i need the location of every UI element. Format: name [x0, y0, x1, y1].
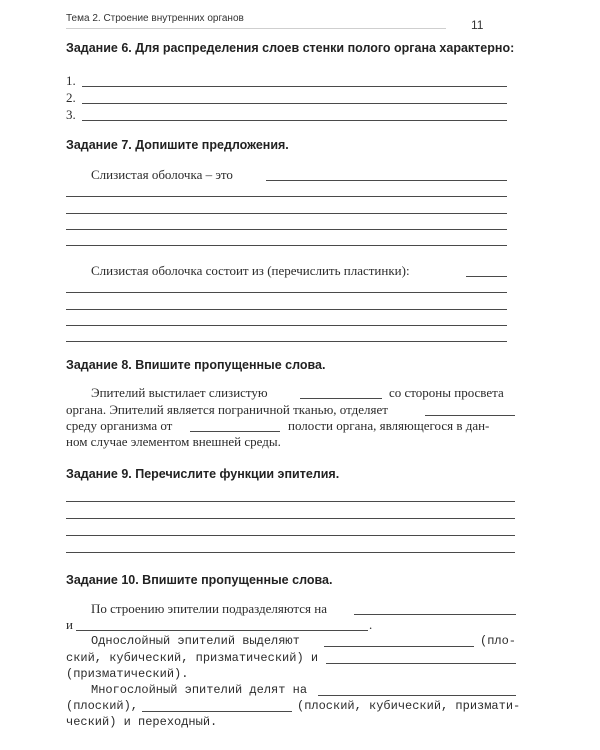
task6-title: Задание 6. Для распределения слоев стенки полого органа характерно: — [66, 41, 515, 55]
task7-answer-line-7[interactable] — [66, 292, 507, 293]
task8-line-3a: среду организма от — [66, 418, 173, 433]
task8-title: Задание 8. Впишите пропущенные слова. — [66, 358, 326, 372]
task7-answer-line-8[interactable] — [66, 309, 507, 310]
task10-line-7a: (плоский), — [66, 699, 139, 713]
task10-blank-4[interactable] — [326, 663, 516, 664]
task10-line-5: (призматический). — [66, 667, 189, 681]
task8-line-1a: Эпителий выстилает слизистую — [91, 385, 268, 400]
task7-sentence-2: Слизистая оболочка состоит из (перечислить пластинки): — [91, 263, 410, 278]
task6-answer-line-1[interactable] — [82, 86, 507, 87]
task10-line-3a: Однослойный эпителий выделяют — [91, 634, 300, 648]
task6-answer-line-3[interactable] — [82, 120, 507, 121]
task10-blank-1[interactable] — [354, 614, 516, 615]
task8-blank-3[interactable] — [190, 431, 280, 432]
task10-line-3b: (пло- — [480, 634, 517, 648]
task8-line-2a: органа. Эпителий является пограничной тканью, отделяет — [66, 402, 388, 417]
header-rule — [66, 28, 446, 29]
task10-line-1: По строению эпителии подразделяются на — [91, 601, 327, 616]
task8-line-3b: полости органа, являющегося в дан- — [288, 418, 490, 433]
task10-line-8: ческий) и переходный. — [66, 715, 218, 729]
task7-answer-line-1[interactable] — [266, 180, 507, 181]
task9-answer-line-3[interactable] — [66, 535, 515, 536]
task10-line-2-end: . — [369, 617, 373, 632]
task6-item-2: 2. — [66, 90, 76, 105]
task10-blank-2[interactable] — [76, 630, 368, 631]
task10-blank-5[interactable] — [318, 695, 516, 696]
task10-line-7b: (плоский, кубический, призмати- — [297, 699, 521, 713]
task8-blank-2[interactable] — [425, 415, 515, 416]
task7-title: Задание 7. Допишите предложения. — [66, 138, 289, 152]
task10-blank-6[interactable] — [142, 711, 292, 712]
task9-answer-line-4[interactable] — [66, 552, 515, 553]
task10-line-6: Многослойный эпителий делят на — [91, 683, 308, 697]
task8-line-1b: со стороны просвета — [389, 385, 504, 400]
task7-answer-line-3[interactable] — [66, 213, 507, 214]
task7-answer-line-4[interactable] — [66, 229, 507, 230]
task7-answer-line-9[interactable] — [66, 325, 507, 326]
task6-item-1: 1. — [66, 73, 76, 88]
task7-sentence-1: Слизистая оболочка – это — [91, 167, 233, 182]
task7-answer-line-6[interactable] — [466, 276, 507, 277]
task8-blank-1[interactable] — [300, 398, 382, 399]
task9-title: Задание 9. Перечислите функции эпителия. — [66, 467, 340, 481]
running-title: Тема 2. Строение внутренних органов — [66, 13, 244, 24]
task7-answer-line-2[interactable] — [66, 196, 507, 197]
task6-item-3: 3. — [66, 107, 76, 122]
task10-line-2-and: и — [66, 617, 73, 632]
task10-title: Задание 10. Впишите пропущенные слова. — [66, 573, 333, 587]
task9-answer-line-1[interactable] — [66, 501, 515, 502]
task10-line-4a: ский, кубический, призматический) и — [66, 651, 319, 665]
task6-answer-line-2[interactable] — [82, 103, 507, 104]
task7-answer-line-10[interactable] — [66, 341, 507, 342]
task10-blank-3[interactable] — [324, 646, 474, 647]
page-number: 11 — [471, 18, 484, 32]
task9-answer-line-2[interactable] — [66, 518, 515, 519]
task8-line-4: ном случае элементом внешней среды. — [66, 434, 281, 449]
task7-answer-line-5[interactable] — [66, 245, 507, 246]
